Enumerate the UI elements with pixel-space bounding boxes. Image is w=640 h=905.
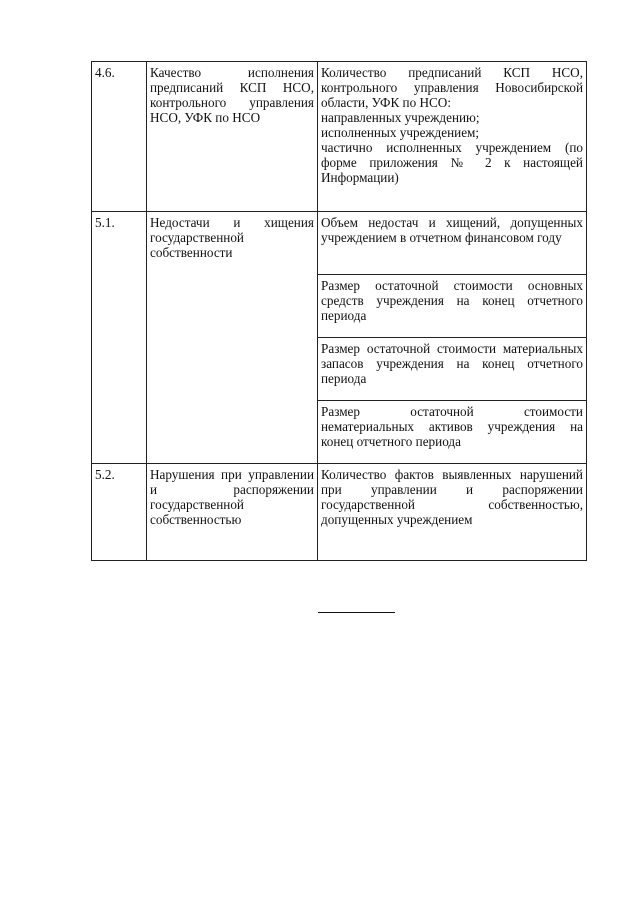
indicator-text: Размер остаточной стоимости материальных запасов учреждения на конец отчетного периода xyxy=(321,341,583,386)
criterion-cell: Нарушения при управлении и распоряжении государственной собственностью xyxy=(147,464,318,561)
indicator-text: Объем недостач и хищений, допущенных учреждением в отчетном финансовом году xyxy=(321,215,583,245)
indicator-text: Размер остаточной стоимости нематериальных активов учреждения на конец отчетного периода xyxy=(321,404,583,449)
table-row xyxy=(92,62,587,212)
indicator-text: Количество фактов выявленных нарушений при управлении и распоряжении государственной собственностью, допущенных учреждением xyxy=(321,467,583,527)
indicator-cell xyxy=(318,401,587,464)
criterion-cell: Недостачи и хищения государственной собственности xyxy=(147,212,318,464)
indicator-text: частично исполненных учреждением (по форме приложения № 2 к настоящей Информации) xyxy=(321,140,583,185)
table-row xyxy=(92,212,587,275)
indicator-text: Количество предписаний КСП НСО, контрольного управления Новосибирской области, УФК по НСО: xyxy=(321,65,583,110)
end-separator-line xyxy=(318,612,395,613)
row-number: 5.2. xyxy=(92,464,147,561)
indicator-text: направленных учреждению; xyxy=(321,110,480,125)
indicator-cell xyxy=(318,338,587,401)
indicator-cell xyxy=(318,275,587,338)
table-row xyxy=(92,464,587,561)
indicator-text: исполненных учреждением; xyxy=(321,125,480,140)
indicator-cell xyxy=(318,212,587,275)
indicator-cell xyxy=(318,62,587,212)
criteria-table xyxy=(91,61,587,561)
indicator-text: Размер остаточной стоимости основных средств учреждения на конец отчетного периода xyxy=(321,278,583,323)
row-number: 4.6. xyxy=(92,62,147,212)
criterion-cell: Качество исполнения предписаний КСП НСО, контрольного управления НСО, УФК по НСО xyxy=(147,62,318,212)
row-number: 5.1. xyxy=(92,212,147,464)
indicator-cell xyxy=(318,464,587,561)
